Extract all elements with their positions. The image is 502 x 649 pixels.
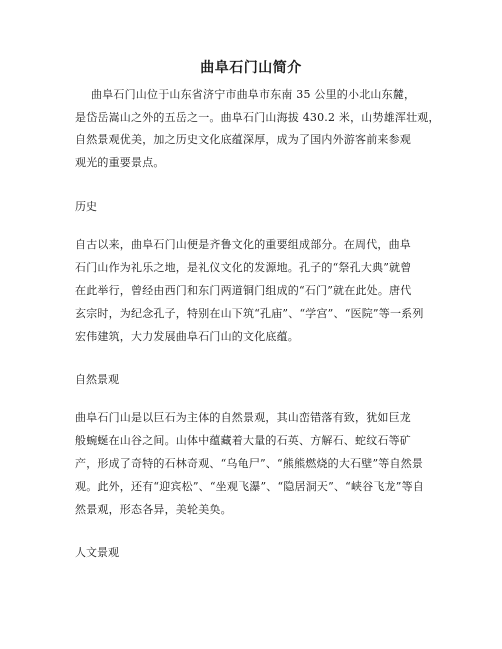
intro-line: 是岱岳嵩山之外的五岳之一。曲阜石门山海拔 430.2 米，山势雄浑壮观， — [75, 111, 440, 124]
nature-line: 产，形成了奇特的石林奇观、“乌龟尸”、“熊熊燃烧的大石壁”等自然景 — [75, 457, 424, 470]
history-line: 宏伟建筑，大力发展曲阜石门山的文化底蕴。 — [75, 330, 299, 343]
nature-line: 曲阜石门山是以巨石为主体的自然景观，其山峦错落有致，犹如巨龙 — [75, 411, 411, 424]
document-title: 曲阜石门山简介 — [200, 60, 302, 76]
history-line: 玄宗时，为纪念孔子，特别在山下筑“孔庙”、“学宫”、“医院”等一系列 — [75, 307, 424, 320]
intro-line: 曲阜石门山位于山东省济宁市曲阜市东南 35 公里的小北山东麓， — [91, 88, 416, 101]
section-heading-culture: 人文景观 — [75, 546, 119, 559]
section-heading-nature: 自然景观 — [75, 373, 119, 386]
nature-line: 观。此外，还有“迎宾松”、“坐观飞瀑”、“隐居洞天”、“峡谷飞龙”等自 — [75, 480, 424, 493]
history-line: 在此举行，曾经由西门和东门两道铜门组成的“石门”就在此处。唐代 — [75, 284, 412, 297]
nature-line: 然景观，形态各异，美轮美奂。 — [75, 503, 232, 516]
history-line: 自古以来，曲阜石门山便是齐鲁文化的重要组成部分。在周代，曲阜 — [75, 238, 411, 251]
nature-line: 般蜿蜒在山谷之间。山体中蕴藏着大量的石英、方解石、蛇纹石等矿 — [75, 434, 411, 447]
intro-line: 观光的重要景点。 — [75, 156, 165, 169]
history-line: 石门山作为礼乐之地，是礼仪文化的发源地。孔子的“祭孔大典”就曾 — [75, 261, 412, 274]
section-heading-history: 历史 — [75, 200, 97, 213]
intro-line: 自然景观优美，加之历史文化底蕴深厚，成为了国内外游客前来参观 — [75, 133, 411, 146]
